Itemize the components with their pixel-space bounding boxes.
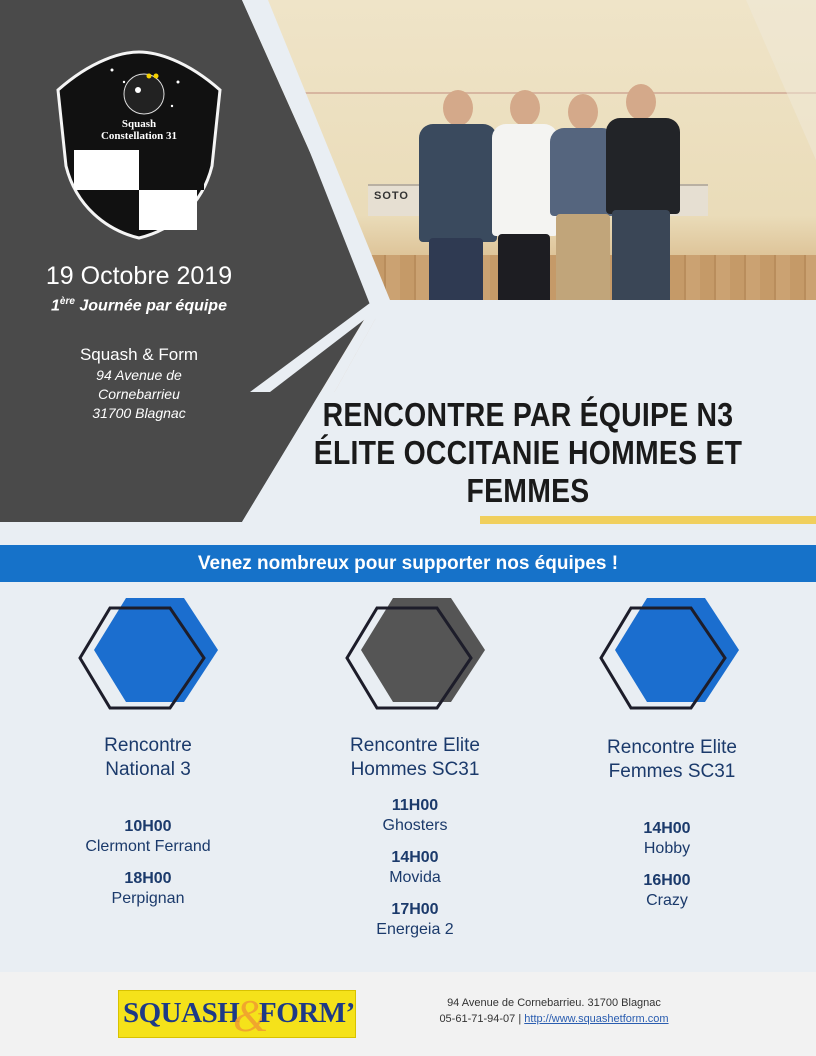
logo-text-left: SQUASH — [123, 997, 240, 1029]
match-entry — [279, 796, 551, 836]
venue-address-line: Cornebarrieu — [98, 386, 180, 402]
match-entry — [12, 869, 284, 909]
match-team: Energeia 2 — [376, 921, 454, 938]
hexagon-icon — [343, 598, 493, 710]
column-title-line: Rencontre Elite — [350, 735, 480, 756]
venue-address-line: 31700 Blagnac — [92, 405, 186, 421]
match-team: Clermont Ferrand — [85, 838, 211, 855]
match-time: 16H00 — [643, 872, 691, 889]
venue-address-line: 94 Avenue de — [96, 367, 182, 383]
match-entry — [279, 900, 551, 940]
footer-separator: | — [515, 1013, 525, 1025]
match-time: 10H00 — [124, 818, 172, 835]
match-team: Perpignan — [111, 890, 185, 907]
club-logo — [52, 46, 226, 242]
photo-diagonal-frame — [250, 0, 816, 400]
squash-and-form-logo — [118, 990, 356, 1041]
event-journee: 1ère Journée par équipe — [51, 296, 227, 315]
column-title-line: Rencontre Elite — [607, 737, 737, 758]
match-time: 14H00 — [391, 849, 439, 866]
hexagon-icon — [597, 598, 747, 710]
footer-address: 94 Avenue de Cornebarrieu. 31700 Blagnac — [447, 997, 661, 1009]
footer-contact — [404, 1013, 704, 1025]
match-team: Movida — [389, 869, 441, 886]
board-text: SOTO — [374, 190, 409, 202]
title-line: RENCONTRE PAR ÉQUIPE N3 — [322, 396, 734, 433]
logo-text-right: FORM’ — [259, 997, 355, 1029]
column-title-line: National 3 — [105, 759, 191, 780]
column-title-line: Rencontre — [104, 735, 192, 756]
banner-text: Venez nombreux pour supporter nos équipes ! — [197, 553, 619, 574]
column-title-line: Hommes SC31 — [350, 759, 480, 780]
title-line: FEMMES — [466, 472, 590, 509]
hexagon-icon — [76, 598, 226, 710]
gold-accent-bar — [480, 516, 816, 524]
match-time: 17H00 — [391, 901, 439, 918]
logo-line1: Squash — [121, 118, 157, 130]
website-link[interactable]: http://www.squashetform.com — [524, 1013, 669, 1025]
logo-line2: Constellation 31 — [100, 130, 178, 142]
match-entry — [12, 817, 284, 857]
match-time: 14H00 — [643, 820, 691, 837]
match-time: 11H00 — [391, 797, 439, 814]
column-title-line: Femmes SC31 — [608, 761, 736, 782]
main-title — [304, 396, 751, 510]
venue-name: Squash & Form — [79, 345, 199, 364]
event-date: 19 Octobre 2019 — [45, 262, 233, 290]
logo-ampersand: & — [233, 990, 269, 1041]
match-entry — [279, 848, 551, 888]
match-team: Ghosters — [382, 817, 448, 834]
match-team: Crazy — [646, 892, 688, 909]
footer-phone: 05-61-71-94-07 — [439, 1013, 516, 1025]
match-team: Hobby — [643, 840, 691, 857]
title-line: ÉLITE OCCITANIE HOMMES ET — [313, 434, 743, 471]
match-entry — [531, 871, 803, 911]
match-time: 18H00 — [124, 870, 172, 887]
match-entry — [531, 819, 803, 859]
